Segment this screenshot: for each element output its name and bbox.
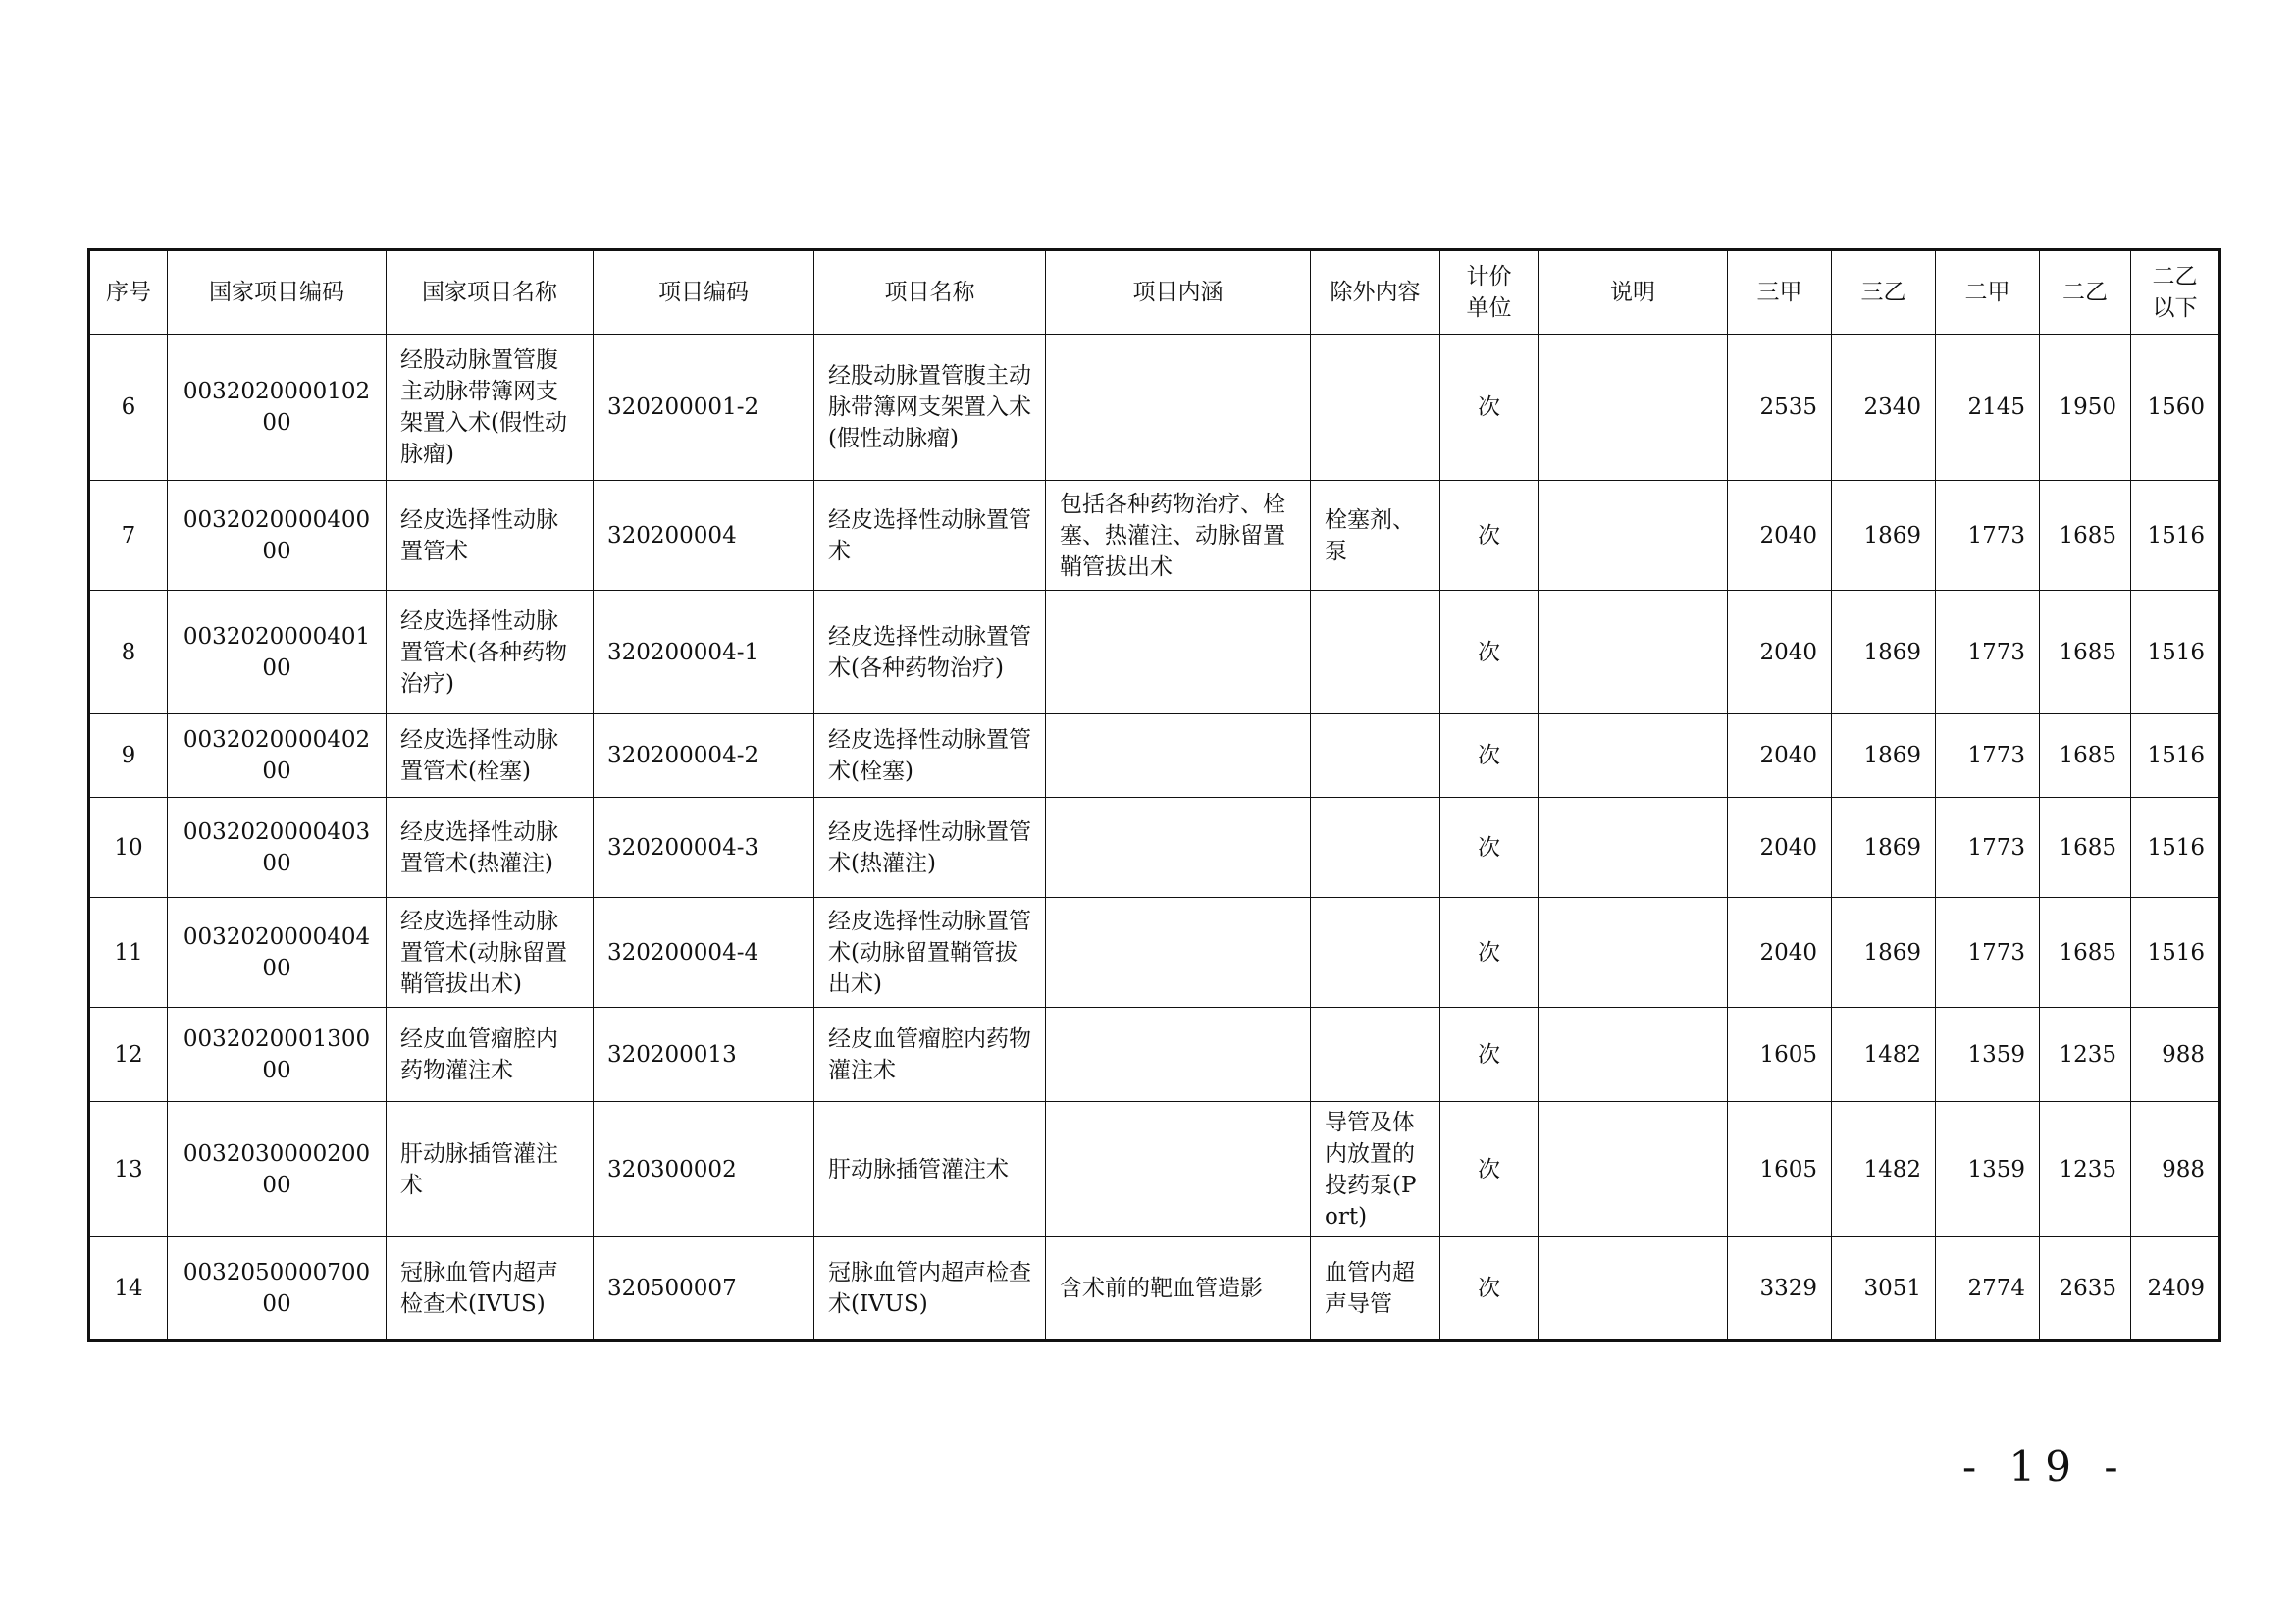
cell-price-tier-3a: 2040 bbox=[1728, 798, 1832, 898]
cell-price-tier-3a: 2040 bbox=[1728, 591, 1832, 714]
cell-item-content: 含术前的靶血管造影 bbox=[1046, 1237, 1311, 1341]
cell-price-tier-3a: 1605 bbox=[1728, 1102, 1832, 1237]
cell-national-code: 003202000130000 bbox=[168, 1008, 387, 1102]
cell-note bbox=[1539, 591, 1728, 714]
header-price-tier-3a: 三甲 bbox=[1728, 250, 1832, 335]
cell-national-name: 经皮选择性动脉置管术(栓塞) bbox=[387, 714, 594, 798]
cell-seq: 9 bbox=[89, 714, 168, 798]
cell-price-tier-2a: 2774 bbox=[1936, 1237, 2040, 1341]
cell-national-name: 经皮选择性动脉置管术(各种药物治疗) bbox=[387, 591, 594, 714]
table-body bbox=[89, 335, 2220, 1341]
cell-item-content bbox=[1046, 1008, 1311, 1102]
cell-price-tier-2b: 1685 bbox=[2040, 898, 2131, 1008]
header-note: 说明 bbox=[1539, 250, 1728, 335]
cell-price-tier-2a: 2145 bbox=[1936, 335, 2040, 481]
cell-item-name: 经股动脉置管腹主动脉带簿网支架置入术(假性动脉瘤) bbox=[814, 335, 1046, 481]
cell-item-code: 320200004-2 bbox=[594, 714, 814, 798]
cell-national-name: 经皮血管瘤腔内药物灌注术 bbox=[387, 1008, 594, 1102]
cell-price-tier-3b: 1482 bbox=[1832, 1008, 1936, 1102]
cell-national-name: 经皮选择性动脉置管术(动脉留置鞘管拔出术) bbox=[387, 898, 594, 1008]
cell-excluded-content bbox=[1311, 714, 1440, 798]
cell-item-content bbox=[1046, 714, 1311, 798]
cell-excluded-content bbox=[1311, 898, 1440, 1008]
cell-excluded-content bbox=[1311, 1008, 1440, 1102]
page-number: - 19 - bbox=[1962, 1442, 2128, 1491]
cell-item-code: 320500007 bbox=[594, 1237, 814, 1341]
header-national-name: 国家项目名称 bbox=[387, 250, 594, 335]
cell-item-content bbox=[1046, 898, 1311, 1008]
cell-item-code: 320200001-2 bbox=[594, 335, 814, 481]
cell-unit: 次 bbox=[1440, 1008, 1539, 1102]
cell-seq: 11 bbox=[89, 898, 168, 1008]
cell-seq: 14 bbox=[89, 1237, 168, 1341]
cell-price-tier-2b: 1235 bbox=[2040, 1008, 2131, 1102]
cell-unit: 次 bbox=[1440, 1102, 1539, 1237]
cell-excluded-content: 导管及体内放置的投药泵(Port) bbox=[1311, 1102, 1440, 1237]
header-item-code: 项目编码 bbox=[594, 250, 814, 335]
table-row bbox=[89, 1237, 2220, 1341]
cell-price-tier-below-2b: 1516 bbox=[2131, 481, 2220, 591]
cell-item-content bbox=[1046, 335, 1311, 481]
cell-seq: 13 bbox=[89, 1102, 168, 1237]
cell-unit: 次 bbox=[1440, 898, 1539, 1008]
cell-excluded-content bbox=[1311, 798, 1440, 898]
cell-item-content bbox=[1046, 798, 1311, 898]
header-seq: 序号 bbox=[89, 250, 168, 335]
cell-price-tier-below-2b: 1516 bbox=[2131, 591, 2220, 714]
cell-price-tier-2b: 1950 bbox=[2040, 335, 2131, 481]
cell-national-code: 003202000040200 bbox=[168, 714, 387, 798]
cell-unit: 次 bbox=[1440, 335, 1539, 481]
header-row bbox=[89, 250, 2220, 335]
cell-national-code: 003202000040100 bbox=[168, 591, 387, 714]
header-excluded-content: 除外内容 bbox=[1311, 250, 1440, 335]
cell-price-tier-3b: 1482 bbox=[1832, 1102, 1936, 1237]
cell-price-tier-2a: 1359 bbox=[1936, 1102, 2040, 1237]
cell-national-name: 冠脉血管内超声检查术(IVUS) bbox=[387, 1237, 594, 1341]
header-price-tier-below-2b: 二乙 以下 bbox=[2131, 250, 2220, 335]
cell-item-name: 经皮选择性动脉置管术 bbox=[814, 481, 1046, 591]
cell-price-tier-3b: 3051 bbox=[1832, 1237, 1936, 1341]
cell-price-tier-3b: 1869 bbox=[1832, 898, 1936, 1008]
cell-price-tier-2b: 1685 bbox=[2040, 798, 2131, 898]
header-unit: 计价 单位 bbox=[1440, 250, 1539, 335]
cell-item-name: 经皮血管瘤腔内药物灌注术 bbox=[814, 1008, 1046, 1102]
cell-price-tier-below-2b: 1560 bbox=[2131, 335, 2220, 481]
cell-price-tier-3b: 1869 bbox=[1832, 591, 1936, 714]
cell-national-code: 003202000010200 bbox=[168, 335, 387, 481]
cell-national-code: 003202000040000 bbox=[168, 481, 387, 591]
cell-price-tier-2a: 1773 bbox=[1936, 481, 2040, 591]
cell-price-tier-below-2b: 1516 bbox=[2131, 714, 2220, 798]
cell-price-tier-below-2b: 1516 bbox=[2131, 798, 2220, 898]
cell-price-tier-2b: 1235 bbox=[2040, 1102, 2131, 1237]
cell-item-name: 经皮选择性动脉置管术(各种药物治疗) bbox=[814, 591, 1046, 714]
cell-note bbox=[1539, 335, 1728, 481]
cell-price-tier-3a: 2040 bbox=[1728, 714, 1832, 798]
cell-price-tier-3a: 2535 bbox=[1728, 335, 1832, 481]
header-price-tier-3b: 三乙 bbox=[1832, 250, 1936, 335]
cell-price-tier-2a: 1773 bbox=[1936, 591, 2040, 714]
cell-price-tier-2a: 1773 bbox=[1936, 798, 2040, 898]
table-row bbox=[89, 591, 2220, 714]
cell-item-content bbox=[1046, 1102, 1311, 1237]
cell-excluded-content bbox=[1311, 591, 1440, 714]
cell-note bbox=[1539, 714, 1728, 798]
table-row bbox=[89, 714, 2220, 798]
cell-price-tier-3a: 2040 bbox=[1728, 481, 1832, 591]
price-table bbox=[87, 248, 2221, 1342]
cell-price-tier-2b: 1685 bbox=[2040, 481, 2131, 591]
cell-item-code: 320200004-4 bbox=[594, 898, 814, 1008]
cell-national-name: 经股动脉置管腹主动脉带簿网支架置入术(假性动脉瘤) bbox=[387, 335, 594, 481]
cell-note bbox=[1539, 798, 1728, 898]
cell-note bbox=[1539, 898, 1728, 1008]
cell-national-code: 003205000070000 bbox=[168, 1237, 387, 1341]
cell-price-tier-3a: 3329 bbox=[1728, 1237, 1832, 1341]
table-row bbox=[89, 1008, 2220, 1102]
cell-unit: 次 bbox=[1440, 591, 1539, 714]
cell-price-tier-3a: 2040 bbox=[1728, 898, 1832, 1008]
header-price-tier-2b: 二乙 bbox=[2040, 250, 2131, 335]
cell-item-code: 320200004 bbox=[594, 481, 814, 591]
cell-unit: 次 bbox=[1440, 1237, 1539, 1341]
header-item-name: 项目名称 bbox=[814, 250, 1046, 335]
cell-item-content: 包括各种药物治疗、栓塞、热灌注、动脉留置鞘管拔出术 bbox=[1046, 481, 1311, 591]
cell-excluded-content: 栓塞剂、泵 bbox=[1311, 481, 1440, 591]
table-row bbox=[89, 481, 2220, 591]
cell-item-code: 320200013 bbox=[594, 1008, 814, 1102]
cell-price-tier-2a: 1359 bbox=[1936, 1008, 2040, 1102]
header-national-code: 国家项目编码 bbox=[168, 250, 387, 335]
cell-seq: 10 bbox=[89, 798, 168, 898]
cell-seq: 6 bbox=[89, 335, 168, 481]
cell-item-name: 冠脉血管内超声检查术(IVUS) bbox=[814, 1237, 1046, 1341]
cell-seq: 7 bbox=[89, 481, 168, 591]
cell-item-name: 经皮选择性动脉置管术(栓塞) bbox=[814, 714, 1046, 798]
cell-price-tier-2b: 1685 bbox=[2040, 714, 2131, 798]
cell-price-tier-below-2b: 988 bbox=[2131, 1008, 2220, 1102]
cell-item-name: 肝动脉插管灌注术 bbox=[814, 1102, 1046, 1237]
table-row bbox=[89, 335, 2220, 481]
cell-item-code: 320300002 bbox=[594, 1102, 814, 1237]
header-price-tier-2a: 二甲 bbox=[1936, 250, 2040, 335]
table-row bbox=[89, 798, 2220, 898]
cell-unit: 次 bbox=[1440, 798, 1539, 898]
cell-national-code: 003202000040400 bbox=[168, 898, 387, 1008]
cell-item-code: 320200004-1 bbox=[594, 591, 814, 714]
cell-price-tier-3b: 1869 bbox=[1832, 714, 1936, 798]
cell-price-tier-2b: 2635 bbox=[2040, 1237, 2131, 1341]
cell-price-tier-2a: 1773 bbox=[1936, 898, 2040, 1008]
cell-item-name: 经皮选择性动脉置管术(动脉留置鞘管拔出术) bbox=[814, 898, 1046, 1008]
cell-item-content bbox=[1046, 591, 1311, 714]
cell-unit: 次 bbox=[1440, 714, 1539, 798]
cell-national-name: 经皮选择性动脉置管术 bbox=[387, 481, 594, 591]
header-item-content: 项目内涵 bbox=[1046, 250, 1311, 335]
cell-national-name: 经皮选择性动脉置管术(热灌注) bbox=[387, 798, 594, 898]
cell-price-tier-2b: 1685 bbox=[2040, 591, 2131, 714]
table-row bbox=[89, 898, 2220, 1008]
cell-note bbox=[1539, 481, 1728, 591]
cell-seq: 12 bbox=[89, 1008, 168, 1102]
cell-price-tier-3a: 1605 bbox=[1728, 1008, 1832, 1102]
cell-note bbox=[1539, 1008, 1728, 1102]
cell-note bbox=[1539, 1102, 1728, 1237]
cell-price-tier-3b: 1869 bbox=[1832, 798, 1936, 898]
cell-note bbox=[1539, 1237, 1728, 1341]
cell-national-code: 003203000020000 bbox=[168, 1102, 387, 1237]
cell-price-tier-below-2b: 2409 bbox=[2131, 1237, 2220, 1341]
cell-excluded-content bbox=[1311, 335, 1440, 481]
cell-price-tier-2a: 1773 bbox=[1936, 714, 2040, 798]
cell-item-name: 经皮选择性动脉置管术(热灌注) bbox=[814, 798, 1046, 898]
cell-price-tier-3b: 1869 bbox=[1832, 481, 1936, 591]
cell-unit: 次 bbox=[1440, 481, 1539, 591]
cell-national-code: 003202000040300 bbox=[168, 798, 387, 898]
table-row bbox=[89, 1102, 2220, 1237]
cell-item-code: 320200004-3 bbox=[594, 798, 814, 898]
cell-price-tier-below-2b: 1516 bbox=[2131, 898, 2220, 1008]
cell-price-tier-3b: 2340 bbox=[1832, 335, 1936, 481]
cell-national-name: 肝动脉插管灌注术 bbox=[387, 1102, 594, 1237]
cell-price-tier-below-2b: 988 bbox=[2131, 1102, 2220, 1237]
cell-excluded-content: 血管内超声导管 bbox=[1311, 1237, 1440, 1341]
cell-seq: 8 bbox=[89, 591, 168, 714]
